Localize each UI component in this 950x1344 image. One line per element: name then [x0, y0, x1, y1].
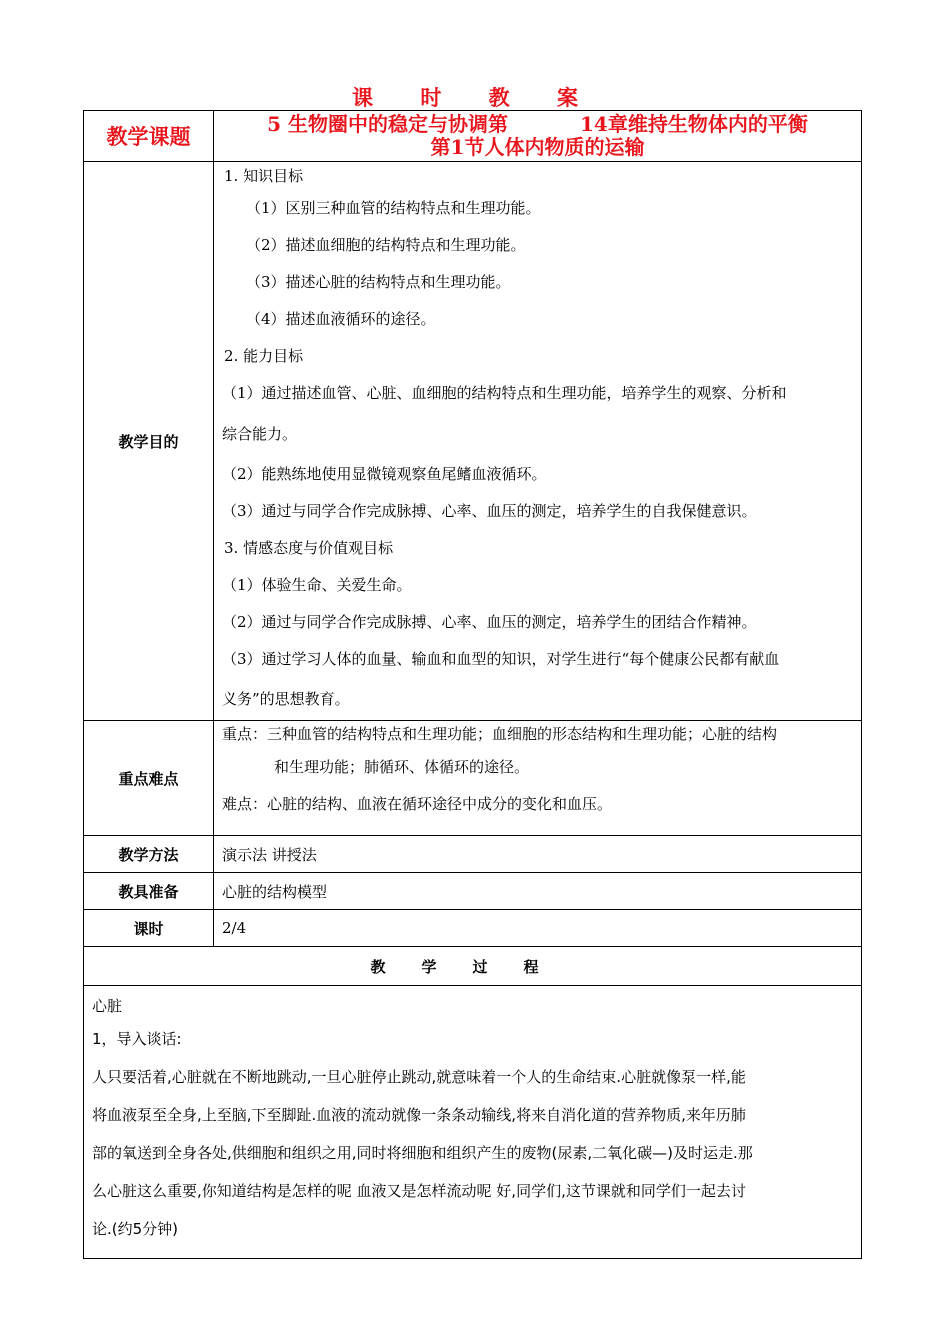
objective-line: 2. 能力目标 — [224, 347, 304, 365]
topic-row — [84, 111, 862, 162]
objective-line: （3）通过与同学合作完成脉搏、心率、血压的测定，培养学生的自我保健意识。 — [222, 502, 757, 520]
objective-line: （2）能熟练地使用显微镜观察鱼尾鳍血液循环。 — [222, 465, 547, 483]
method-label: 教学方法 — [84, 836, 214, 873]
objective-line: （3）通过学习人体的血量、输血和血型的知识，对学生进行“每个健康公民都有献血 — [222, 650, 780, 668]
topic-title-part2: 14章维持生物体内的平衡 — [580, 112, 808, 136]
objective-line: （1）体验生命、关爱生命。 — [222, 576, 412, 594]
objective-line: （4）描述血液循环的途径。 — [246, 310, 436, 328]
objective-line: （2）描述血细胞的结构特点和生理功能。 — [246, 236, 526, 254]
process-heading-row — [84, 947, 862, 986]
topic-title-part1: 5 生物圈中的稳定与协调第 — [267, 112, 509, 136]
hours-row — [84, 910, 862, 947]
key-point-line: 重点：三种血管的结构特点和生理功能；血细胞的形态结构和生理功能；心脏的结构 — [222, 725, 778, 743]
objective-line: （2）通过与同学合作完成脉搏、心率、血压的测定，培养学生的团结合作精神。 — [222, 613, 757, 631]
process-line: 将血液泵至全身,上至脑,下至脚趾.血液的流动就像一条条动输线,将来自消化道的营养物质,来年历肺 — [92, 1106, 746, 1124]
key-points-label: 重点难点 — [84, 721, 214, 836]
process-line: 心脏 — [92, 997, 123, 1015]
key-point-line: 和生理功能；肺循环、体循环的途径。 — [274, 758, 530, 776]
process-line: 1，导入谈话: — [92, 1030, 182, 1048]
process-body-row — [84, 986, 862, 1259]
difficulty-line: 难点：心脏的结构、血液在循环途径中成分的变化和血压。 — [222, 795, 613, 813]
process-line: 论.(约5分钟) — [92, 1220, 179, 1238]
process-line: 么心脏这么重要,你知道结构是怎样的呢 血液又是怎样流动呢 好,同学们,这节课就和同学们一起去讨 — [92, 1182, 746, 1200]
lesson-plan-table — [83, 110, 862, 1259]
tools-value: 心脏的结构模型 — [214, 873, 862, 910]
method-row — [84, 836, 862, 873]
process-body — [84, 986, 862, 1259]
tools-label: 教具准备 — [84, 873, 214, 910]
process-line: 人只要活着,心脏就在不断地跳动,一旦心脏停止跳动,就意味着一个人的生命结束.心脏就像泵一样,能 — [92, 1068, 746, 1086]
objectives-row — [84, 162, 862, 721]
objective-line: （3）描述心脏的结构特点和生理功能。 — [246, 273, 511, 291]
method-value: 演示法 讲授法 — [214, 836, 862, 873]
key-points-content — [214, 721, 862, 836]
hours-value: 2/4 — [214, 910, 862, 947]
objective-line: 综合能力。 — [222, 425, 298, 443]
objective-line: （1）通过描述血管、心脏、血细胞的结构特点和生理功能，培养学生的观察、分析和 — [222, 384, 787, 402]
process-heading: 教学过程 — [84, 947, 862, 986]
topic-label: 教学课题 — [84, 111, 214, 162]
objective-line: 3. 情感态度与价值观目标 — [224, 539, 394, 557]
process-line: 部的氧送到全身各处,供细胞和组织之用,同时将细胞和组织产生的废物(尿素,二氧化碳—)及时运走.那 — [92, 1144, 753, 1162]
objective-line: （1）区别三种血管的结构特点和生理功能。 — [246, 199, 541, 217]
topic-title — [214, 111, 862, 162]
key-points-row — [84, 721, 862, 836]
hours-label: 课时 — [84, 910, 214, 947]
topic-title-line2: 第1节人体内物质的运输 — [430, 135, 645, 159]
tools-row — [84, 873, 862, 910]
objective-line: 义务”的思想教育。 — [222, 690, 350, 708]
objectives-content — [214, 162, 862, 721]
objectives-label: 教学目的 — [84, 162, 214, 721]
document-title: 课 时 教 案 — [352, 85, 598, 110]
objective-line: 1. 知识目标 — [224, 167, 304, 185]
